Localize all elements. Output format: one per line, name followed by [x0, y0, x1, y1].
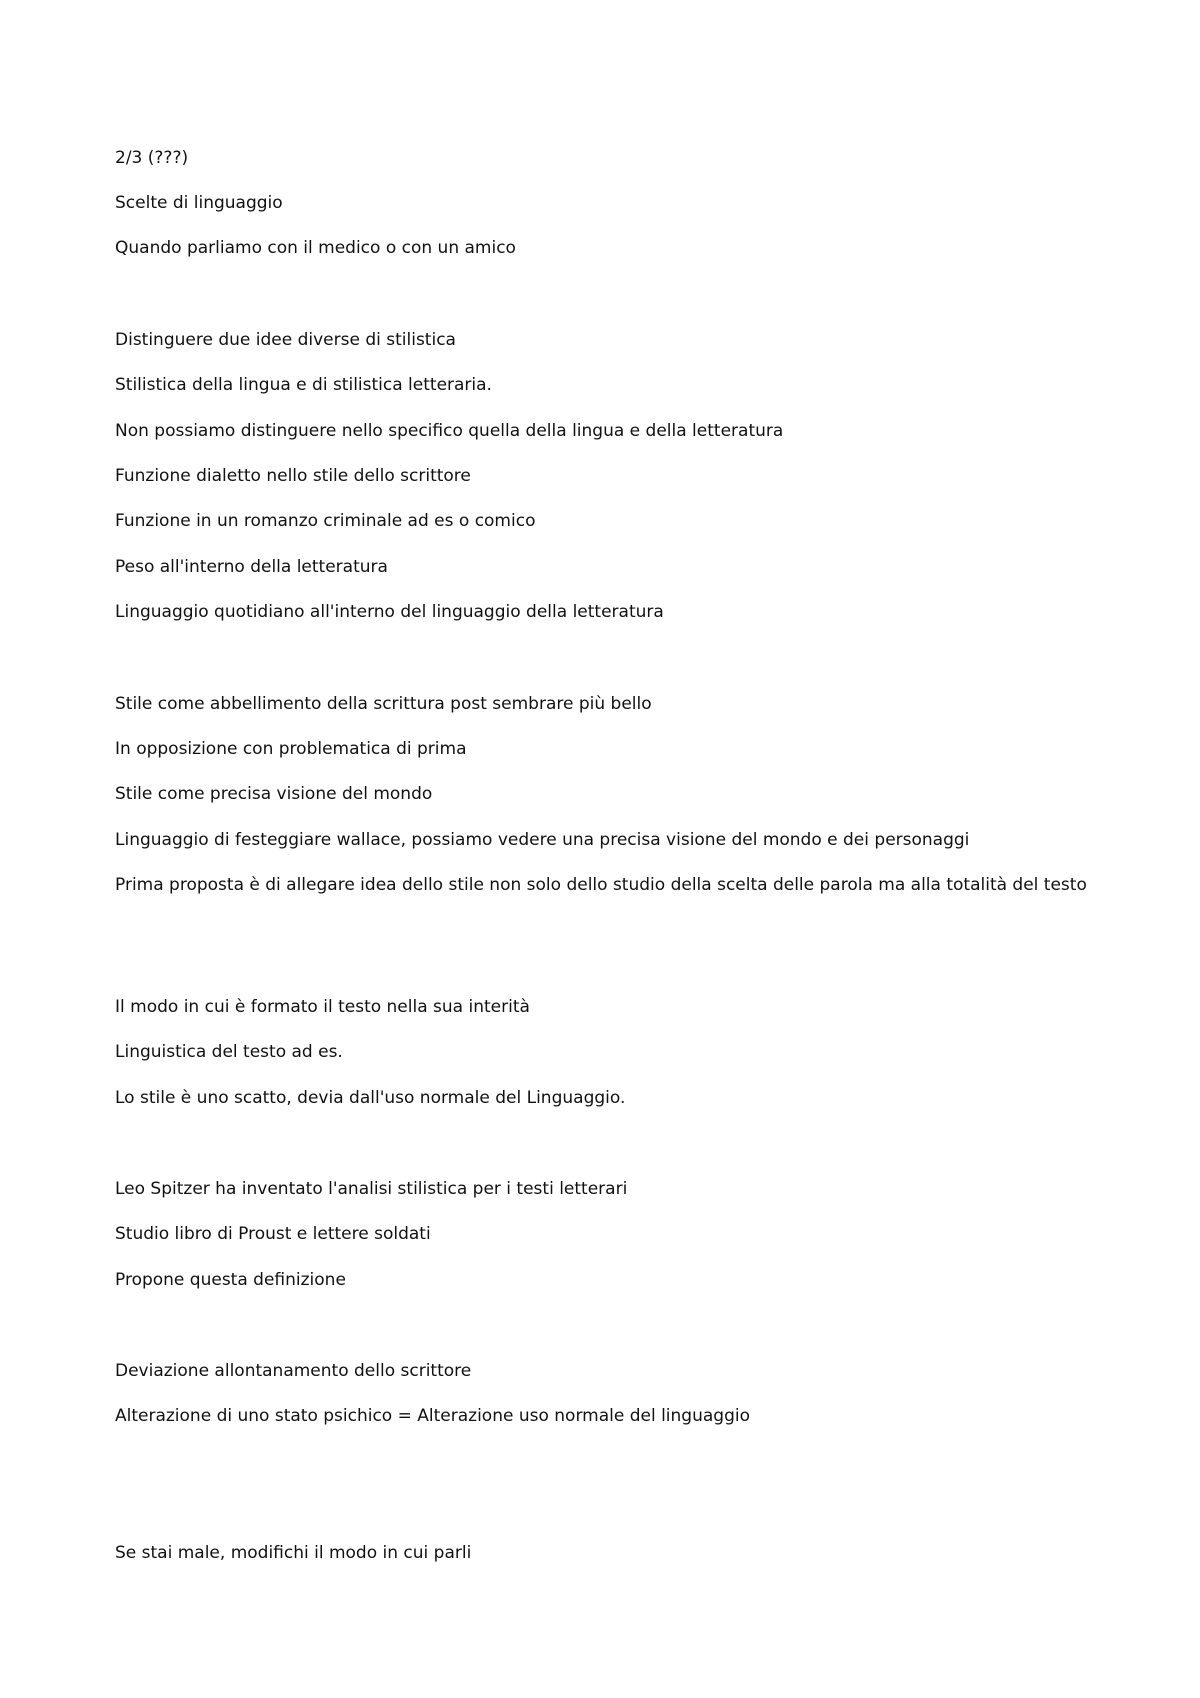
note-line: Stile come abbellimento della scrittura post sembrare più bello: [115, 694, 652, 714]
note-line: Funzione dialetto nello stile dello scrittore: [115, 466, 471, 486]
note-line: Linguaggio quotidiano all'interno del linguaggio della letteratura: [115, 602, 664, 622]
note-line: Se stai male, modifichi il modo in cui parli: [115, 1543, 472, 1563]
note-line: Il modo in cui è formato il testo nella sua interità: [115, 997, 530, 1017]
note-line: Leo Spitzer ha inventato l'analisi stilistica per i testi letterari: [115, 1179, 628, 1199]
note-line: Prima proposta è di allegare idea dello stile non solo dello studio della scelta delle parola ma alla totalità del testo: [115, 875, 1087, 895]
note-line: In opposizione con problematica di prima: [115, 739, 467, 759]
note-line: Studio libro di Proust e lettere soldati: [115, 1224, 431, 1244]
note-line: Quando parliamo con il medico o con un amico: [115, 238, 516, 258]
note-line: Linguaggio di festeggiare wallace, possiamo vedere una precisa visione del mondo e dei personaggi: [115, 830, 970, 850]
note-line: Scelte di linguaggio: [115, 193, 283, 213]
note-line: Deviazione allontanamento dello scrittore: [115, 1361, 472, 1381]
note-line: Non possiamo distinguere nello specifico quella della lingua e della letteratura: [115, 421, 784, 441]
note-line: Lo stile è uno scatto, devia dall'uso normale del Linguaggio.: [115, 1088, 626, 1108]
note-line: Funzione in un romanzo criminale ad es o comico: [115, 511, 536, 531]
note-line: Propone questa definizione: [115, 1270, 346, 1290]
note-line: Linguistica del testo ad es.: [115, 1042, 343, 1062]
note-line: Stilistica della lingua e di stilistica letteraria.: [115, 375, 492, 395]
note-line: Alterazione di uno stato psichico = Alterazione uso normale del linguaggio: [115, 1406, 750, 1426]
note-line: Distinguere due idee diverse di stilistica: [115, 330, 456, 350]
note-line: Stile come precisa visione del mondo: [115, 784, 433, 804]
note-line: 2/3 (???): [115, 148, 189, 168]
note-line: Peso all'interno della letteratura: [115, 557, 388, 577]
